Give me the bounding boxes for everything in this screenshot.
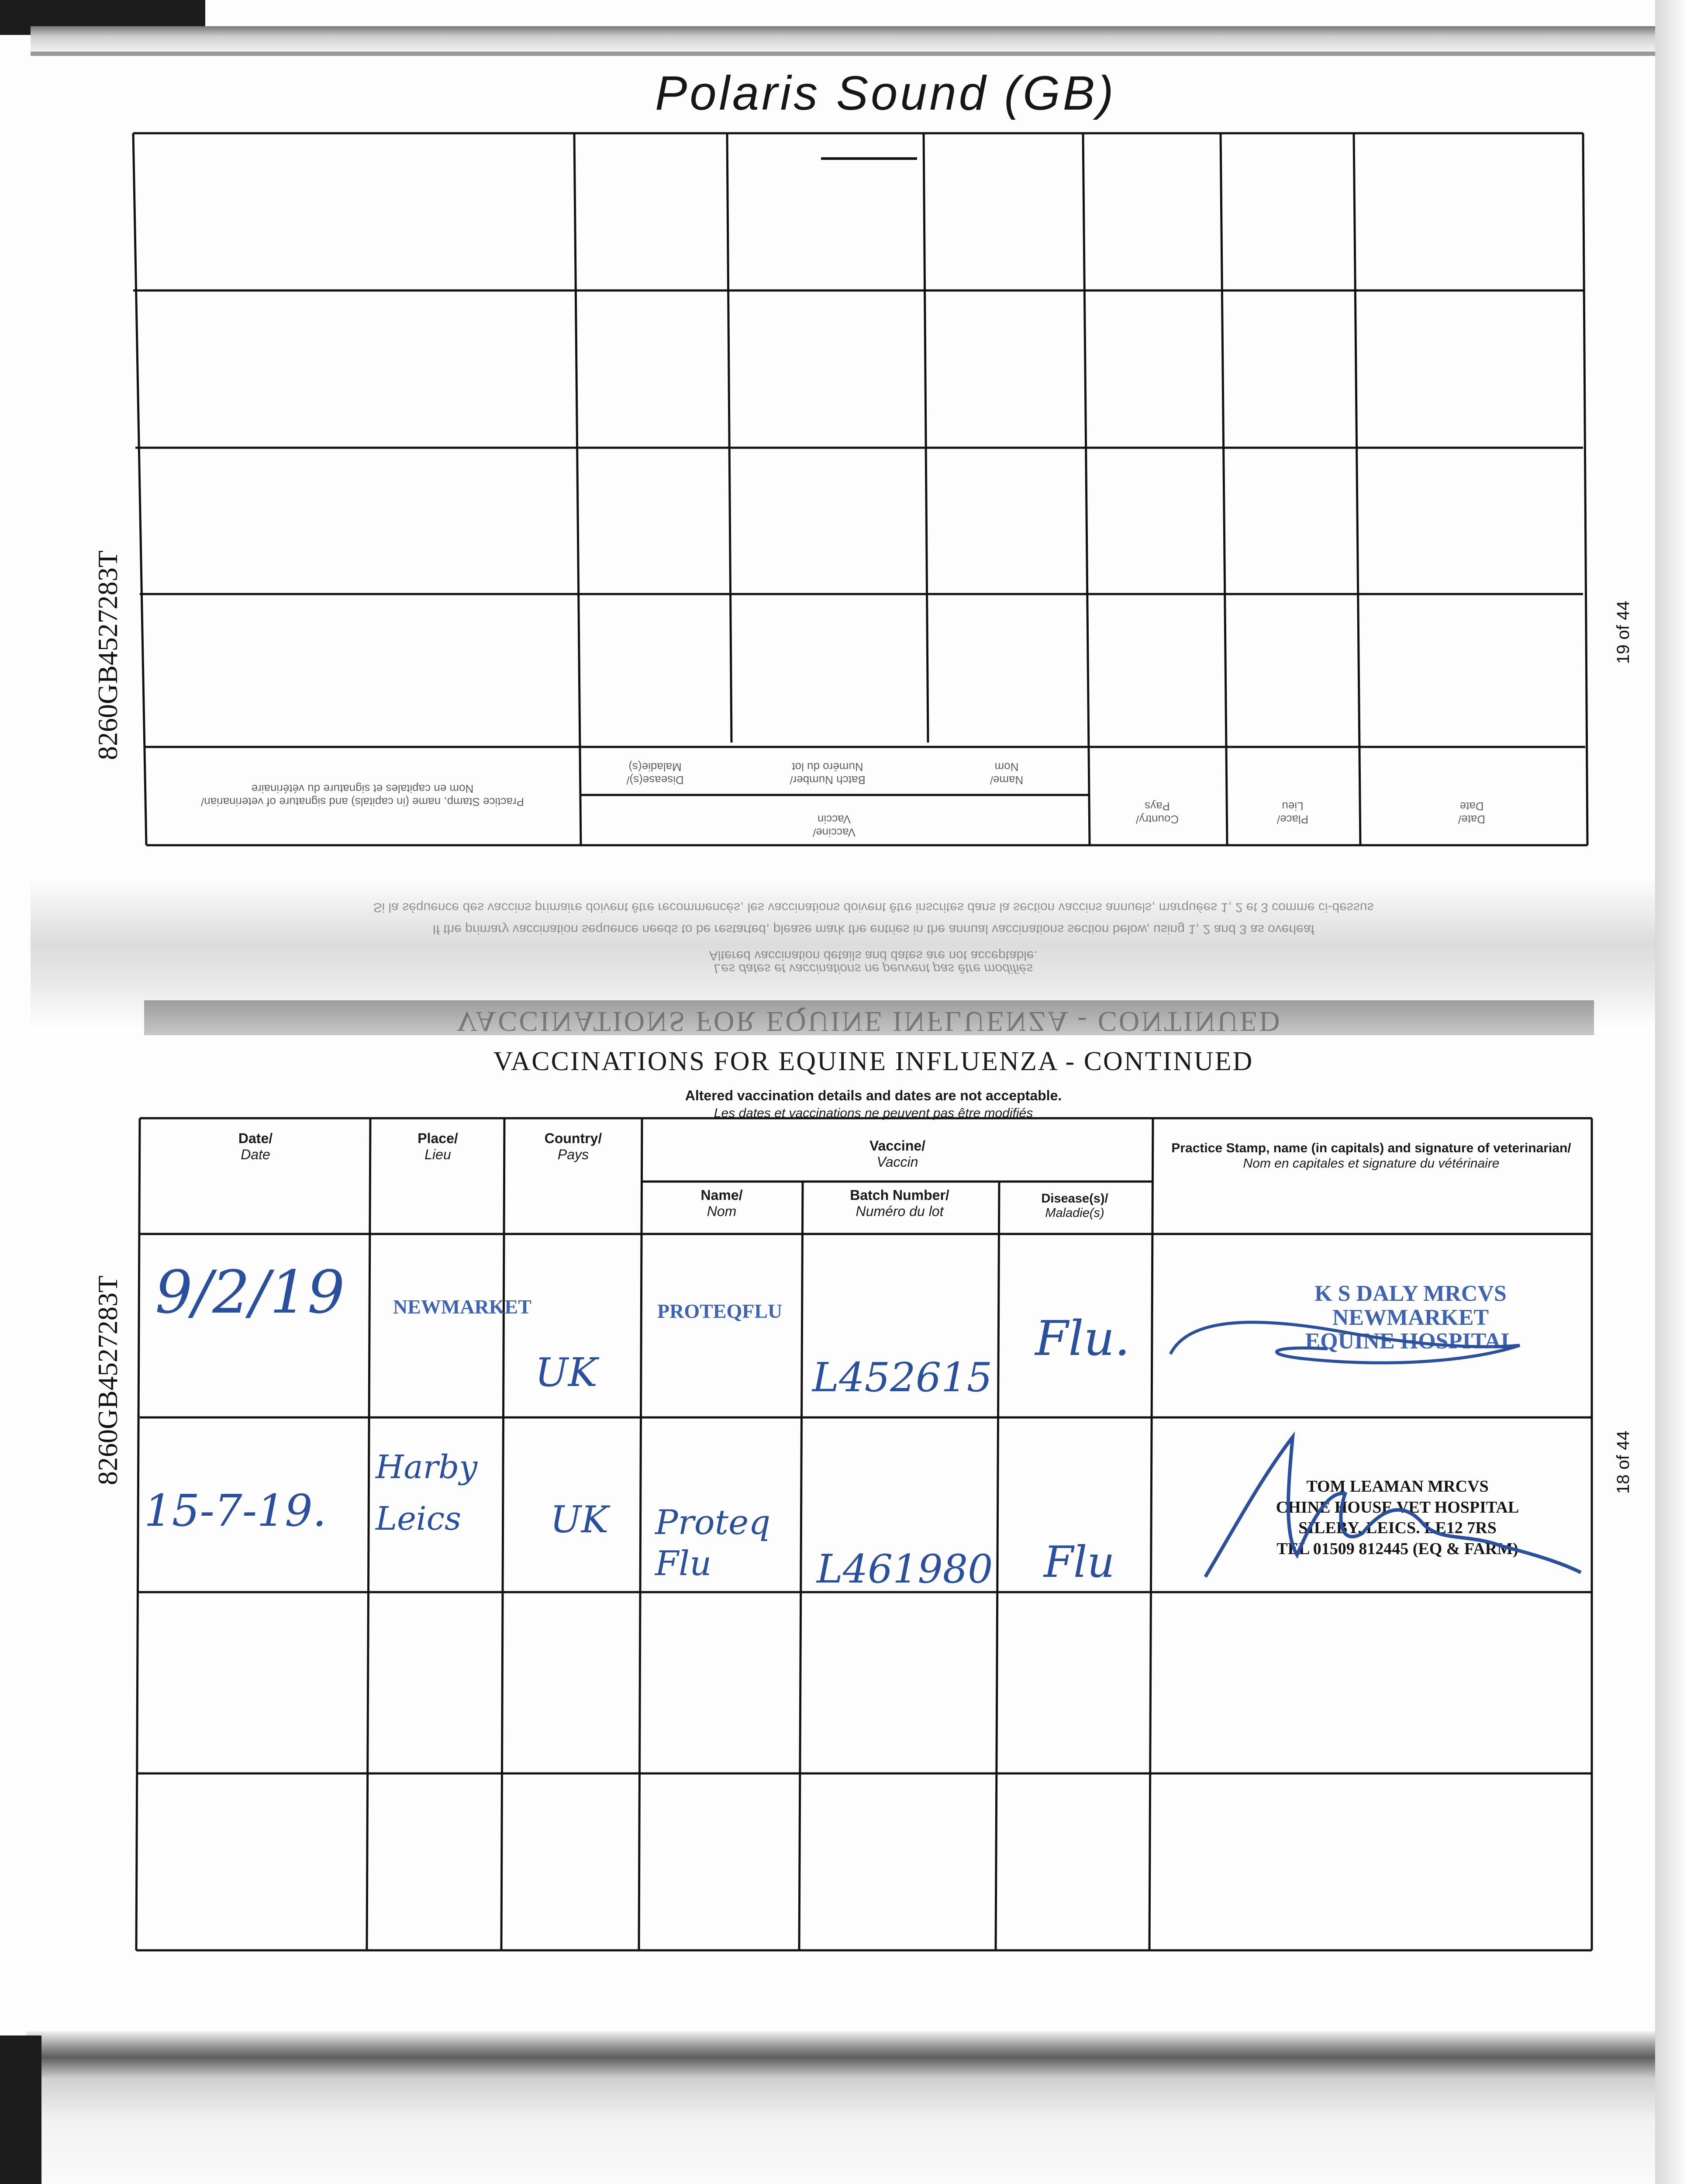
lower-page-title: VACCINATIONS FOR EQUINE INFLUENZA - CONTINUED <box>493 1047 1254 1076</box>
row1-country: UK <box>535 1350 598 1396</box>
binding-bottom <box>26 2031 1655 2079</box>
note-fr: Les dates et vaccinations ne peuvent pas être modifiés <box>714 1106 1033 1120</box>
row1-vet-practice: EQUINE HOSPITAL <box>1305 1329 1516 1354</box>
row2-vaccine-name: Proteq Flu <box>655 1503 771 1583</box>
header-country: Country/ Pays <box>544 1130 602 1162</box>
page-number-lower: 18 of 44 <box>1614 1431 1633 1494</box>
row1-signature <box>1162 1302 1555 1389</box>
row1-vet-town: NEWMARKET <box>1332 1305 1489 1330</box>
row2-vet-address: SILEBY, LEICS. LE12 7RS <box>1298 1519 1497 1537</box>
row2-batch: L461980 <box>817 1546 993 1592</box>
mirrored-title: VACCINATIONS FOR EQUINE INFLUENZA - CONTINUED <box>456 1006 1282 1037</box>
header-practice-stamp: Practice Stamp, name (in capitals) and signature of veterinarian/ Nom en capitales et signature du vétérinaire <box>1171 1141 1571 1171</box>
row1-vaccine-stamp: PROTEQFLU <box>657 1300 783 1322</box>
header-vaccine: Vaccine/ Vaccin <box>869 1138 926 1170</box>
row2-country: UK <box>550 1498 609 1541</box>
row2-vet-practice: CHINE HOUSE VET HOSPITAL <box>1276 1498 1519 1517</box>
mirrored-note-fr: Les dates et vaccinations ne peuvent pas être modifiés <box>714 961 1033 976</box>
document-id-lower: 8260GB4527283T <box>92 1275 123 1485</box>
upper-header-place: Place/ Lieu <box>1276 799 1309 826</box>
row2-vet-phone: TEL 01509 812445 (EQ & FARM) <box>1276 1539 1518 1558</box>
document-id-upper: 8260GB4527283T <box>92 550 123 760</box>
horse-name-handwritten: Polaris Sound (GB) <box>655 66 1116 120</box>
upper-header-name: Name/ Nom <box>990 760 1024 787</box>
header-vaccine-name: Name/ Nom <box>700 1187 743 1219</box>
upper-header-disease: Disease(s)/ Maladie(s) <box>626 760 684 787</box>
row1-place-stamp: NEWMARKET <box>393 1296 531 1318</box>
header-date: Date/ Date <box>238 1130 273 1162</box>
row2-signature <box>1197 1424 1590 1590</box>
upper-header-vaccine: Vaccine/ Vaccin <box>813 812 856 839</box>
note-en: Altered vaccination details and dates are not acceptable. <box>685 1088 1062 1103</box>
mirrored-note-en: Altered vaccination details and dates are not acceptable. <box>709 948 1038 963</box>
mirrored-instruction-en: If the primary vaccination sequence needs to be restarted, please mark the entries in the annual vaccinations section below, using 1, 2 and 3 as overleaf <box>432 922 1314 936</box>
header-batch-number: Batch Number/ Numéro du lot <box>850 1187 949 1219</box>
header-disease: Disease(s)/ Maladie(s) <box>1041 1192 1108 1220</box>
upper-header-stamp: Practice Stamp, name (in capitals) and signature of veterinarian/ Nom en capitales et signature du vétérinaire <box>201 782 524 809</box>
row1-date: 9/2/19 <box>155 1258 345 1327</box>
scan-shadow-bottom <box>0 2035 41 2184</box>
row2-disease: Flu <box>1044 1538 1115 1587</box>
upper-header-date: Date/ Date <box>1458 799 1486 826</box>
upper-header-batch: Batch Number/ Numéro du lot <box>790 760 866 787</box>
header-place: Place/ Lieu <box>417 1130 458 1162</box>
mirrored-instruction-fr: Si la séquence des vaccins primaire doivent être recommencés, les vaccinations doivent être inscrites dans la section vaccins annuels, marquées 1, 2 et 3 comme ci-dessus <box>373 900 1374 915</box>
next-sheet <box>41 2079 1655 2184</box>
row2-vet-name: TOM LEAMAN MRCVS <box>1306 1477 1489 1496</box>
row1-vet-name: K S DALY MRCVS <box>1314 1281 1507 1306</box>
upper-table-grid <box>0 0 1687 874</box>
page-number-upper: 19 of 44 <box>1614 601 1633 664</box>
row2-place: Harby Leics <box>376 1448 478 1538</box>
upper-header-country: Country/ Pays <box>1135 799 1179 826</box>
row1-batch: L452615 <box>812 1354 993 1401</box>
row2-date: 15-7-19. <box>144 1485 327 1536</box>
row1-disease: Flu. <box>1035 1310 1130 1366</box>
